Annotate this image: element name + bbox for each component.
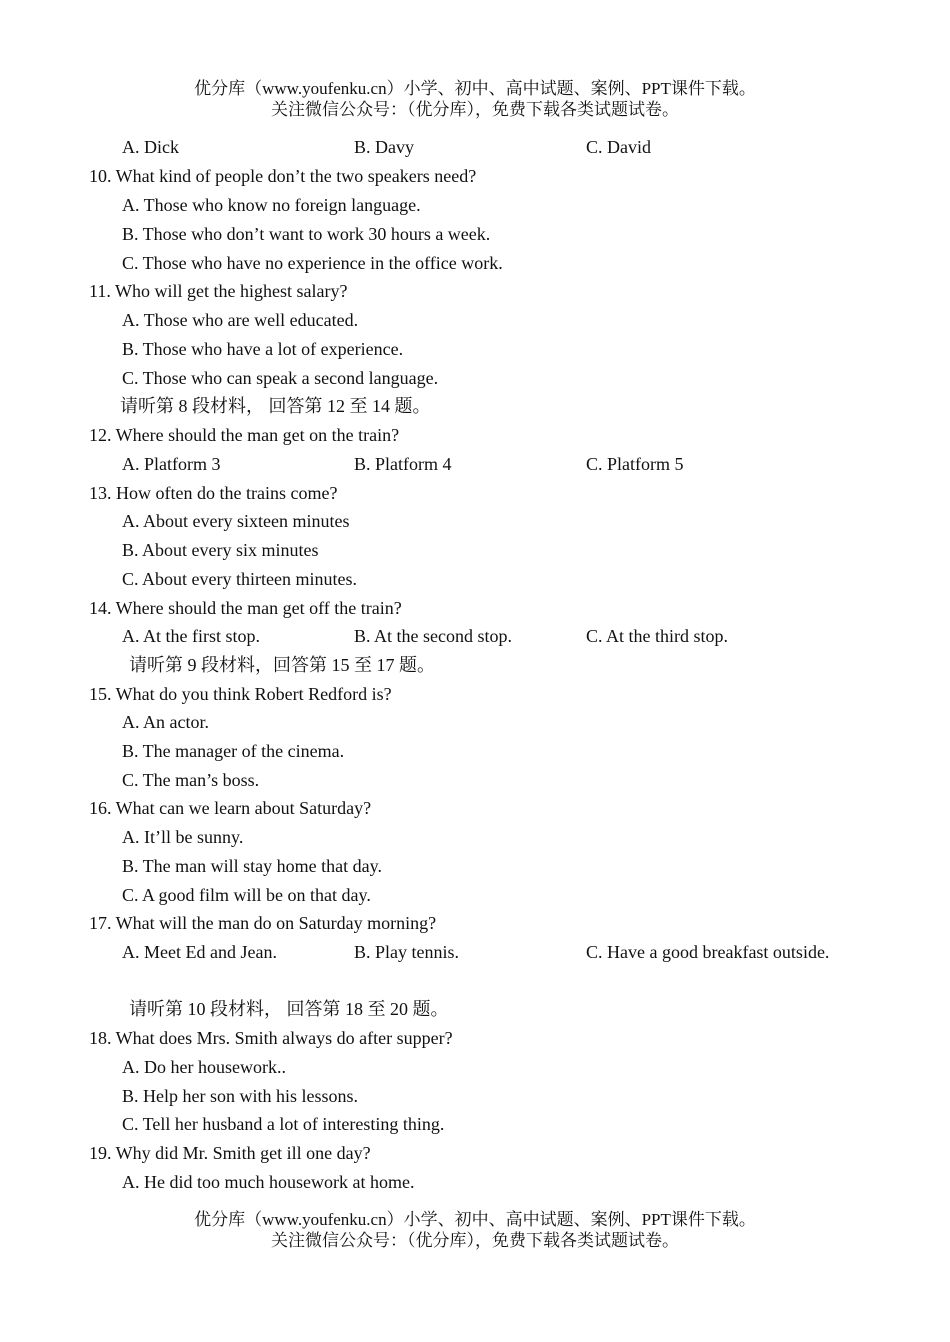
- question-19: 19. Why did Mr. Smith get ill one day?: [89, 1143, 371, 1163]
- header-line-1: 优分库（www.youfenku.cn）小学、初中、高中试题、案例、PPT课件下载。: [194, 79, 756, 98]
- q15-option-a: A. An actor.: [122, 712, 209, 732]
- q13-option-a: A. About every sixteen minutes: [122, 511, 350, 531]
- q14-option-b: B. At the second stop.: [354, 626, 512, 646]
- q9-option-a: A. Dick: [122, 137, 179, 157]
- question-11: 11. Who will get the highest salary?: [89, 281, 348, 301]
- footer-line-2: 关注微信公众号：（优分库），免费下载各类试题试卷。: [271, 1231, 679, 1250]
- page-footer: [0, 1209, 950, 1251]
- question-16: 16. What can we learn about Saturday?: [89, 798, 372, 818]
- section-8-instruction: 请听第 8 段材料， 回答第 12 至 14 题。: [120, 396, 431, 416]
- footer-line-1: 优分库（www.youfenku.cn）小学、初中、高中试题、案例、PPT课件下载。: [194, 1210, 756, 1229]
- header-line-2: 关注微信公众号：（优分库），免费下载各类试题试卷。: [271, 100, 679, 119]
- q9-option-b: B. Davy: [354, 137, 414, 157]
- q10-option-a: A. Those who know no foreign language.: [122, 195, 421, 215]
- q9-option-c: C. David: [586, 137, 651, 157]
- page-header: [0, 78, 950, 120]
- section-10-instruction: 请听第 10 段材料， 回答第 18 至 20 题。: [129, 999, 449, 1019]
- question-18: 18. What does Mrs. Smith always do after supper?: [89, 1028, 453, 1048]
- q12-option-a: A. Platform 3: [122, 454, 221, 474]
- q18-option-b: B. Help her son with his lessons.: [122, 1086, 358, 1106]
- q17-option-b: B. Play tennis.: [354, 942, 460, 962]
- q17-option-a: A. Meet Ed and Jean.: [122, 942, 277, 962]
- q14-option-c: C. At the third stop.: [586, 626, 729, 646]
- q12-option-b: B. Platform 4: [354, 454, 452, 474]
- question-17: 17. What will the man do on Saturday morning?: [89, 913, 437, 933]
- q15-option-b: B. The manager of the cinema.: [122, 741, 345, 761]
- q10-option-c: C. Those who have no experience in the office work.: [122, 253, 503, 273]
- q14-option-a: A. At the first stop.: [122, 626, 260, 646]
- question-13: 13. How often do the trains come?: [89, 483, 338, 503]
- q16-option-c: C. A good film will be on that day.: [122, 885, 371, 905]
- section-9-instruction: 请听第 9 段材料，回答第 15 至 17 题。: [129, 655, 435, 675]
- q15-option-c: C. The man’s boss.: [122, 770, 260, 790]
- q10-option-b: B. Those who don’t want to work 30 hours a week.: [122, 224, 491, 244]
- q13-option-c: C. About every thirteen minutes.: [122, 569, 357, 589]
- q13-option-b: B. About every six minutes: [122, 540, 319, 560]
- q11-option-a: A. Those who are well educated.: [122, 310, 359, 330]
- q11-option-c: C. Those who can speak a second language.: [122, 368, 439, 388]
- q16-option-b: B. The man will stay home that day.: [122, 856, 382, 876]
- question-10: 10. What kind of people don’t the two speakers need?: [89, 166, 477, 186]
- q18-option-a: A. Do her housework..: [122, 1057, 286, 1077]
- q11-option-b: B. Those who have a lot of experience.: [122, 339, 404, 359]
- q18-option-c: C. Tell her husband a lot of interesting thing.: [122, 1114, 445, 1134]
- q12-option-c: C. Platform 5: [586, 454, 684, 474]
- q16-option-a: A. It’ll be sunny.: [122, 827, 244, 847]
- q19-option-a: A. He did too much housework at home.: [122, 1172, 415, 1192]
- question-12: 12. Where should the man get on the train?: [89, 425, 400, 445]
- q17-option-c: C. Have a good breakfast outside.: [586, 942, 830, 962]
- question-15: 15. What do you think Robert Redford is?: [89, 684, 392, 704]
- question-14: 14. Where should the man get off the train?: [89, 598, 402, 618]
